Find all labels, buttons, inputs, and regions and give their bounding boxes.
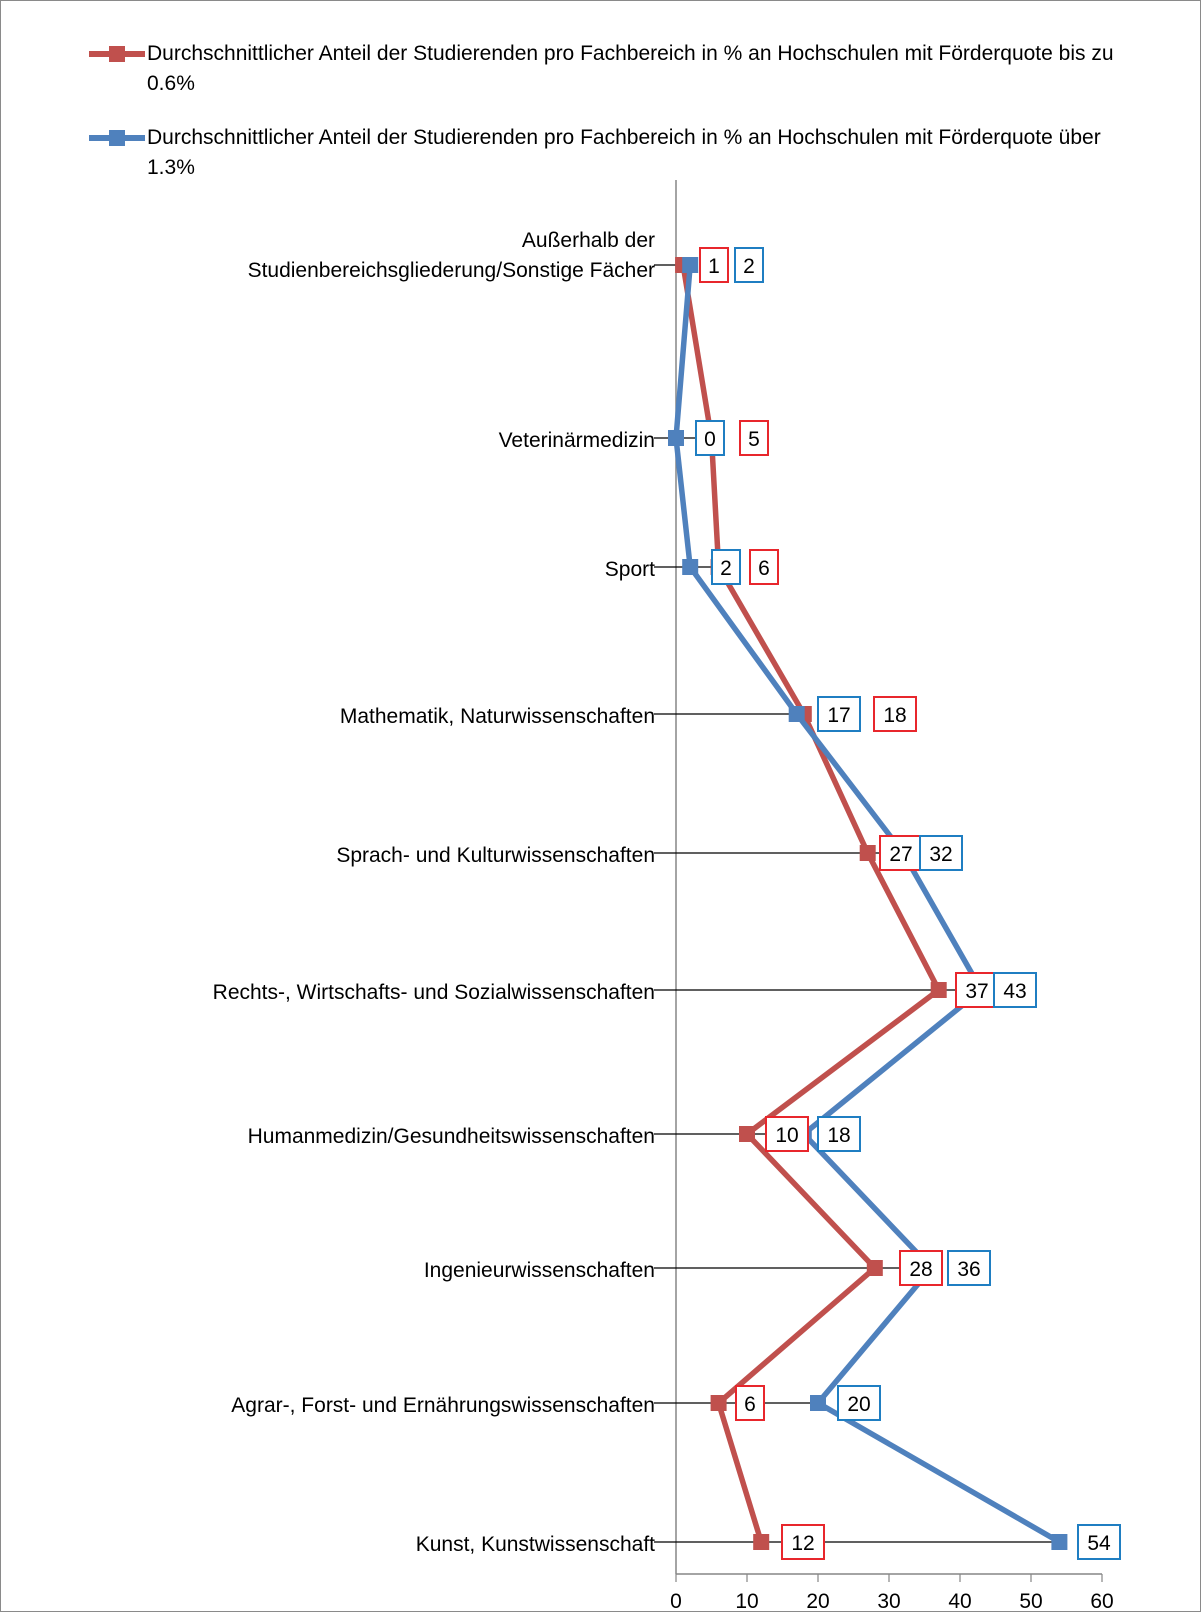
data-point-marker (789, 706, 805, 722)
category-label (416, 1533, 655, 1556)
x-tick-label: 20 (806, 1590, 830, 1612)
data-point-marker (1051, 1534, 1067, 1550)
category-label-line: Sport (604, 558, 655, 581)
data-point-marker (668, 430, 684, 446)
data-label: 2 (743, 255, 755, 278)
x-tick-label: 40 (948, 1590, 972, 1612)
data-label: 2 (720, 557, 732, 580)
category-label-line: Außerhalb der (521, 229, 655, 252)
data-point-marker (860, 845, 876, 861)
x-tick-label: 10 (735, 1590, 759, 1612)
legend-label-high-quote: Durchschnittlicher Anteil der Studierenden pro Fachbereich in % an Hochschulen mit Förderquote über 1.3% (147, 126, 1101, 179)
data-point-marker (682, 559, 698, 575)
data-label: 37 (965, 980, 989, 1003)
data-label: 27 (889, 843, 913, 866)
data-label: 20 (847, 1393, 871, 1416)
category-label (231, 1394, 655, 1417)
category-label-line: Sprach- und Kulturwissenschaften (336, 844, 655, 867)
data-label: 12 (791, 1532, 815, 1555)
category-label-line: Studienbereichsgliederung/Sonstige Fächer (247, 259, 655, 282)
category-label (499, 429, 655, 452)
x-tick-label: 30 (877, 1590, 901, 1612)
category-label (248, 1125, 655, 1148)
data-label: 54 (1087, 1532, 1111, 1555)
category-label (424, 1259, 655, 1282)
category-label (605, 558, 655, 581)
series-line-high-quote (676, 265, 1059, 1542)
data-label: 6 (758, 557, 770, 580)
x-tick-label: 50 (1019, 1590, 1043, 1612)
data-label: 0 (704, 428, 716, 451)
category-label-line: Ingenieurwissenschaften (423, 1259, 655, 1282)
data-point-marker (739, 1126, 755, 1142)
x-tick-label: 0 (670, 1590, 682, 1612)
data-label: 43 (1003, 980, 1027, 1003)
data-point-marker (931, 982, 947, 998)
data-point-marker (810, 1395, 826, 1411)
legend-label-low-quote: Durchschnittlicher Anteil der Studierenden pro Fachbereich in % an Hochschulen mit Förderquote bis zu 0.6% (147, 42, 1114, 95)
category-label (248, 229, 655, 282)
category-label-line: Rechts-, Wirtschafts- und Sozialwissenschaften (212, 981, 655, 1004)
category-label-line: Kunst, Kunstwissenschaft (415, 1533, 655, 1556)
category-label (213, 981, 655, 1004)
category-label-line: Humanmedizin/Gesundheitswissenschaften (247, 1125, 655, 1148)
data-point-marker (682, 257, 698, 273)
series-line-low-quote (683, 265, 939, 1542)
data-point-marker (867, 1260, 883, 1276)
category-label (340, 705, 655, 728)
x-tick-label: 60 (1090, 1590, 1114, 1612)
data-label: 18 (827, 1124, 851, 1147)
data-label: 6 (744, 1393, 756, 1416)
data-label: 5 (748, 428, 760, 451)
data-label: 32 (929, 843, 953, 866)
data-label: 36 (957, 1258, 981, 1281)
category-label-line: Agrar-, Forst- und Ernährungswissenschaften (231, 1394, 655, 1417)
data-point-marker (711, 1395, 727, 1411)
data-label: 10 (775, 1124, 799, 1147)
category-label-line: Veterinärmedizin (498, 429, 655, 452)
data-label: 17 (827, 704, 851, 727)
data-label: 1 (708, 255, 720, 278)
data-label: 18 (883, 704, 907, 727)
data-point-marker (753, 1534, 769, 1550)
category-label-line: Mathematik, Naturwissenschaften (339, 705, 655, 728)
category-label (336, 844, 655, 867)
data-label: 28 (909, 1258, 933, 1281)
